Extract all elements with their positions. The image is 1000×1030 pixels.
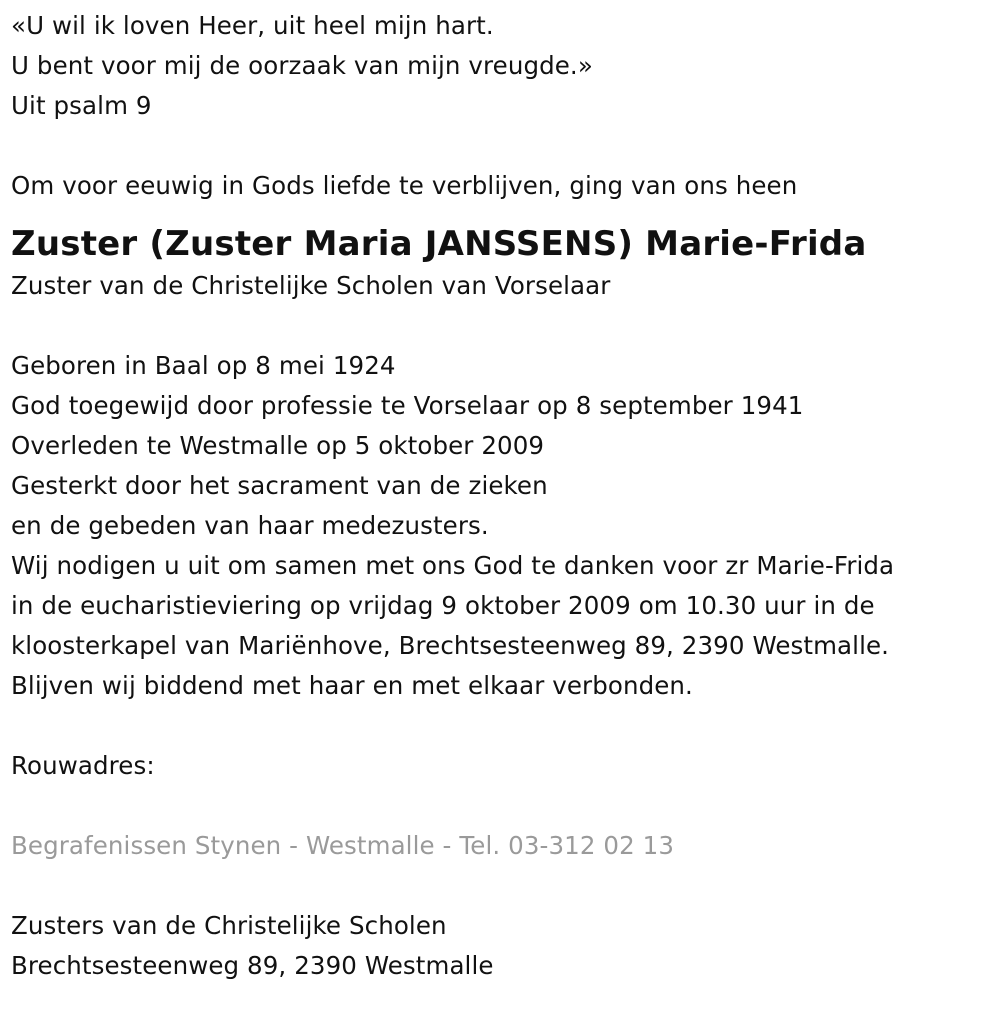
spacer <box>11 126 991 166</box>
mourning-label: Rouwadres: <box>11 751 155 780</box>
spacer <box>11 306 991 346</box>
detail-eucharist: in de eucharistieviering op vrijdag 9 oktober 2009 om 10.30 uur in de <box>11 591 875 620</box>
detail-birth: Geboren in Baal op 8 mei 1924 <box>11 351 396 380</box>
detail-death: Overleden te Westmalle op 5 oktober 2009 <box>11 431 545 460</box>
detail-prayers: en de gebeden van haar medezusters. <box>11 511 489 540</box>
quote-source: Uit psalm 9 <box>11 91 152 120</box>
intro-text: Om voor eeuwig in Gods liefde te verblijven, ging van ons heen <box>11 171 798 200</box>
funeral-home: Begrafenissen Stynen - Westmalle - Tel. 03-312 02 13 <box>11 831 675 860</box>
spacer <box>11 706 991 746</box>
spacer <box>11 786 991 826</box>
mourning-address-line-2: Brechtsesteenweg 89, 2390 Westmalle <box>11 951 494 980</box>
detail-sacrament: Gesterkt door het sacrament van de zieken <box>11 471 548 500</box>
detail-closing: Blijven wij biddend met haar en met elkaar verbonden. <box>11 671 693 700</box>
mourning-address-line-1: Zusters van de Christelijke Scholen <box>11 911 447 940</box>
deceased-congregation: Zuster van de Christelijke Scholen van Vorselaar <box>11 271 611 300</box>
quote-line-1: «U wil ik loven Heer, uit heel mijn hart. <box>11 11 494 40</box>
detail-profession: God toegewijd door professie te Vorselaar op 8 september 1941 <box>11 391 804 420</box>
detail-chapel: kloosterkapel van Mariënhove, Brechtsesteenweg 89, 2390 Westmalle. <box>11 631 890 660</box>
quote-line-2: U bent voor mij de oorzaak van mijn vreugde.» <box>11 51 593 80</box>
spacer <box>11 866 991 906</box>
detail-invitation: Wij nodigen u uit om samen met ons God te danken voor zr Marie-Frida <box>11 551 895 580</box>
deceased-name: Zuster (Zuster Maria JANSSENS) Marie-Frida <box>11 224 867 264</box>
obituary-notice <box>11 6 991 986</box>
